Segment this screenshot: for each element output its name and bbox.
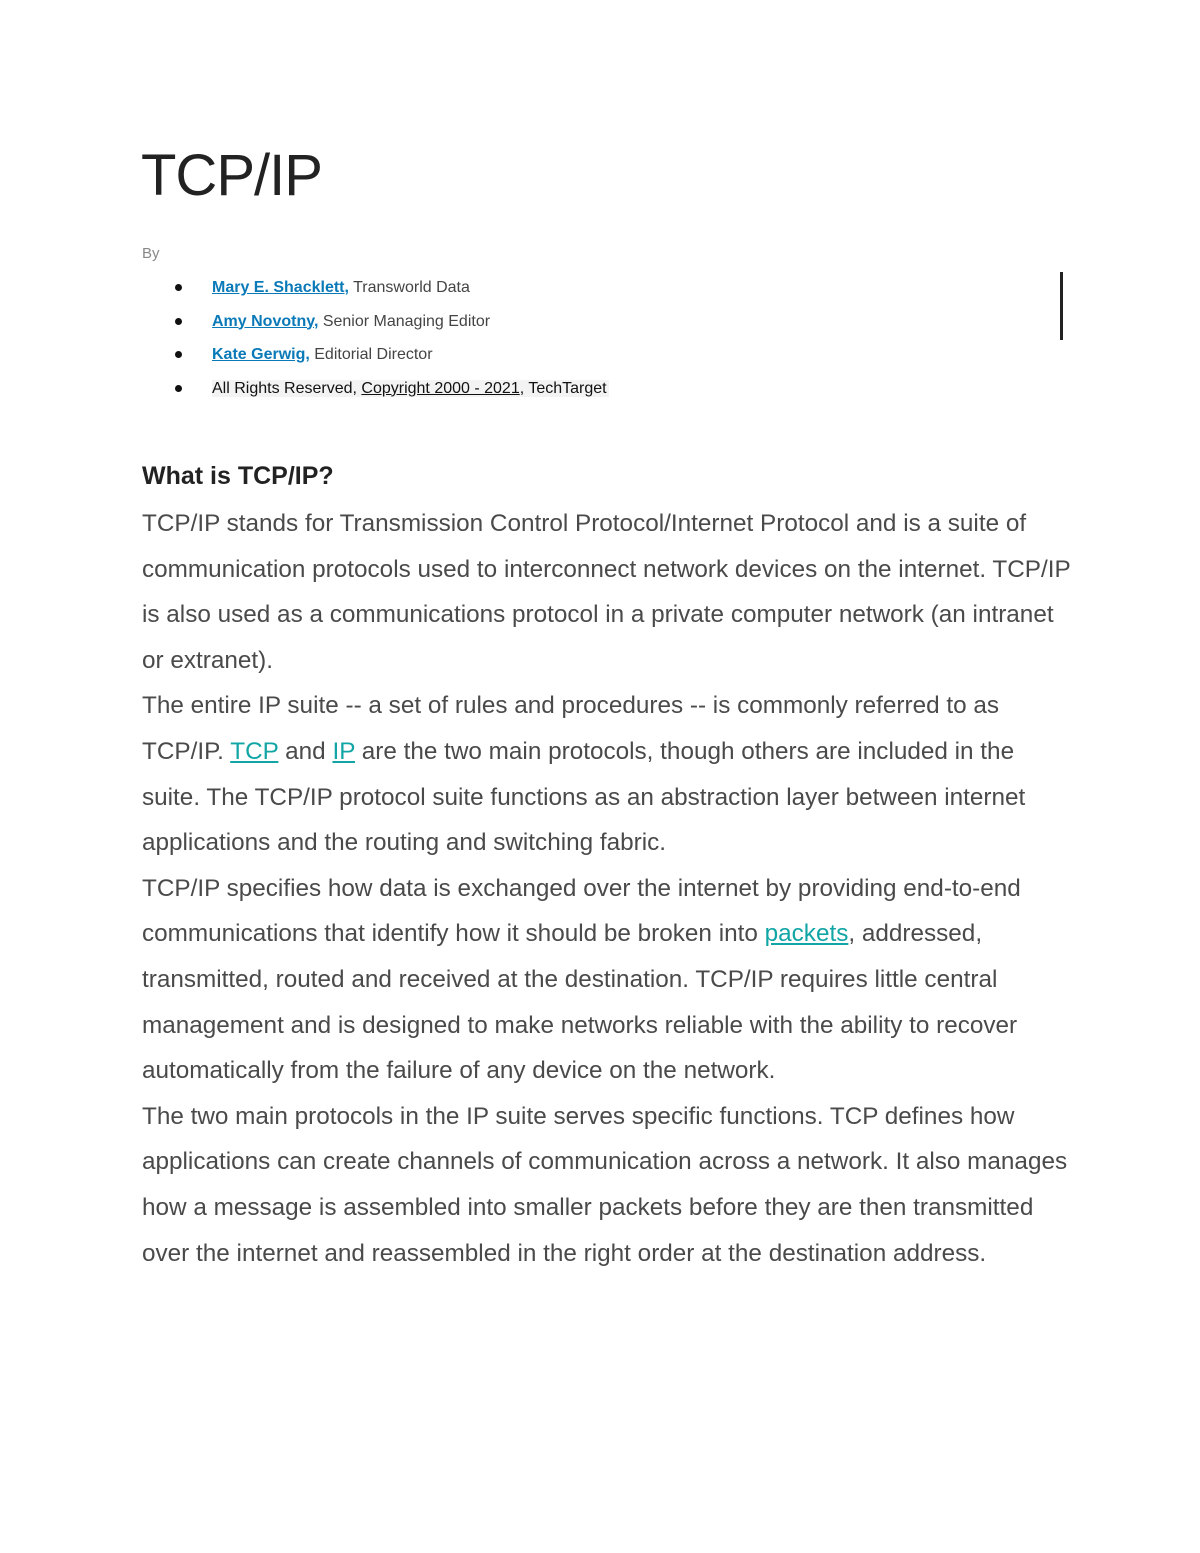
paragraph-text: are the two main protocols, though others are included in the suite. The TCP/IP protocol suite functions as an abstraction layer between internet applications and the routing and switching fabric. — [142, 737, 1026, 857]
copyright-link[interactable]: Copyright 2000 - 2021 — [361, 379, 520, 397]
ip-link[interactable]: IP — [332, 737, 355, 765]
rights-notice — [212, 380, 609, 397]
vertical-divider — [1060, 272, 1063, 340]
paragraph-data-exchange — [142, 866, 1072, 1094]
author-link-shacklett[interactable]: Mary E. Shacklett, — [212, 279, 349, 296]
bullet-icon — [175, 284, 182, 291]
paragraph-text: , addressed, transmitted, routed and received at the destination. TCP/IP requires little central management and is designed to make networks reliable with the ability to recover automatically from the failure of any device on the network. — [142, 920, 1018, 1085]
page-title: TCP/IP — [141, 143, 322, 208]
author-item — [142, 310, 609, 344]
author-list — [142, 276, 609, 410]
tcp-link[interactable]: TCP — [230, 737, 279, 765]
rights-item — [142, 377, 609, 411]
author-role: Senior Managing Editor — [318, 312, 491, 330]
bullet-icon — [175, 351, 182, 358]
paragraph-main-protocols: The two main protocols in the IP suite serves specific functions. TCP defines how applications can create channels of communication across a network. It also manages how a message is assembled into smaller packets before they are then transmitted over the internet and reassembled in the right order at the destination address. — [142, 1102, 1068, 1267]
paragraph-ip-suite — [142, 683, 1072, 865]
paragraph-text: and — [278, 737, 333, 765]
rights-suffix: , TechTarget — [519, 379, 607, 397]
author-link-gerwig[interactable]: Kate Gerwig, — [212, 346, 310, 363]
author-role: Editorial Director — [309, 346, 433, 363]
section-heading: What is TCP/IP? — [142, 462, 334, 490]
author-item — [142, 276, 609, 310]
rights-prefix: All Rights Reserved, — [212, 379, 362, 397]
packets-link[interactable]: packets — [764, 920, 849, 948]
bullet-icon — [175, 318, 182, 325]
article-body — [142, 501, 1072, 1276]
paragraph-text: TCP/IP specifies how data is exchanged over the internet by providing end-to-end communications that identify how it should be broken into — [142, 874, 1021, 948]
byline-label: By — [142, 245, 160, 262]
author-item — [142, 343, 609, 377]
bullet-icon — [175, 385, 182, 392]
author-role: Transworld Data — [348, 279, 470, 296]
paragraph-definition: TCP/IP stands for Transmission Control Protocol/Internet Protocol and is a suite of communication protocols used to interconnect network devices on the internet. TCP/IP is also used as a communications protocol in a private computer network (an intranet or extranet). — [142, 510, 1071, 674]
author-link-novotny[interactable]: Amy Novotny, — [212, 312, 319, 330]
paragraph-text: The entire IP suite -- a set of rules and procedures -- is commonly referred to as TCP/IP. — [142, 692, 1000, 765]
